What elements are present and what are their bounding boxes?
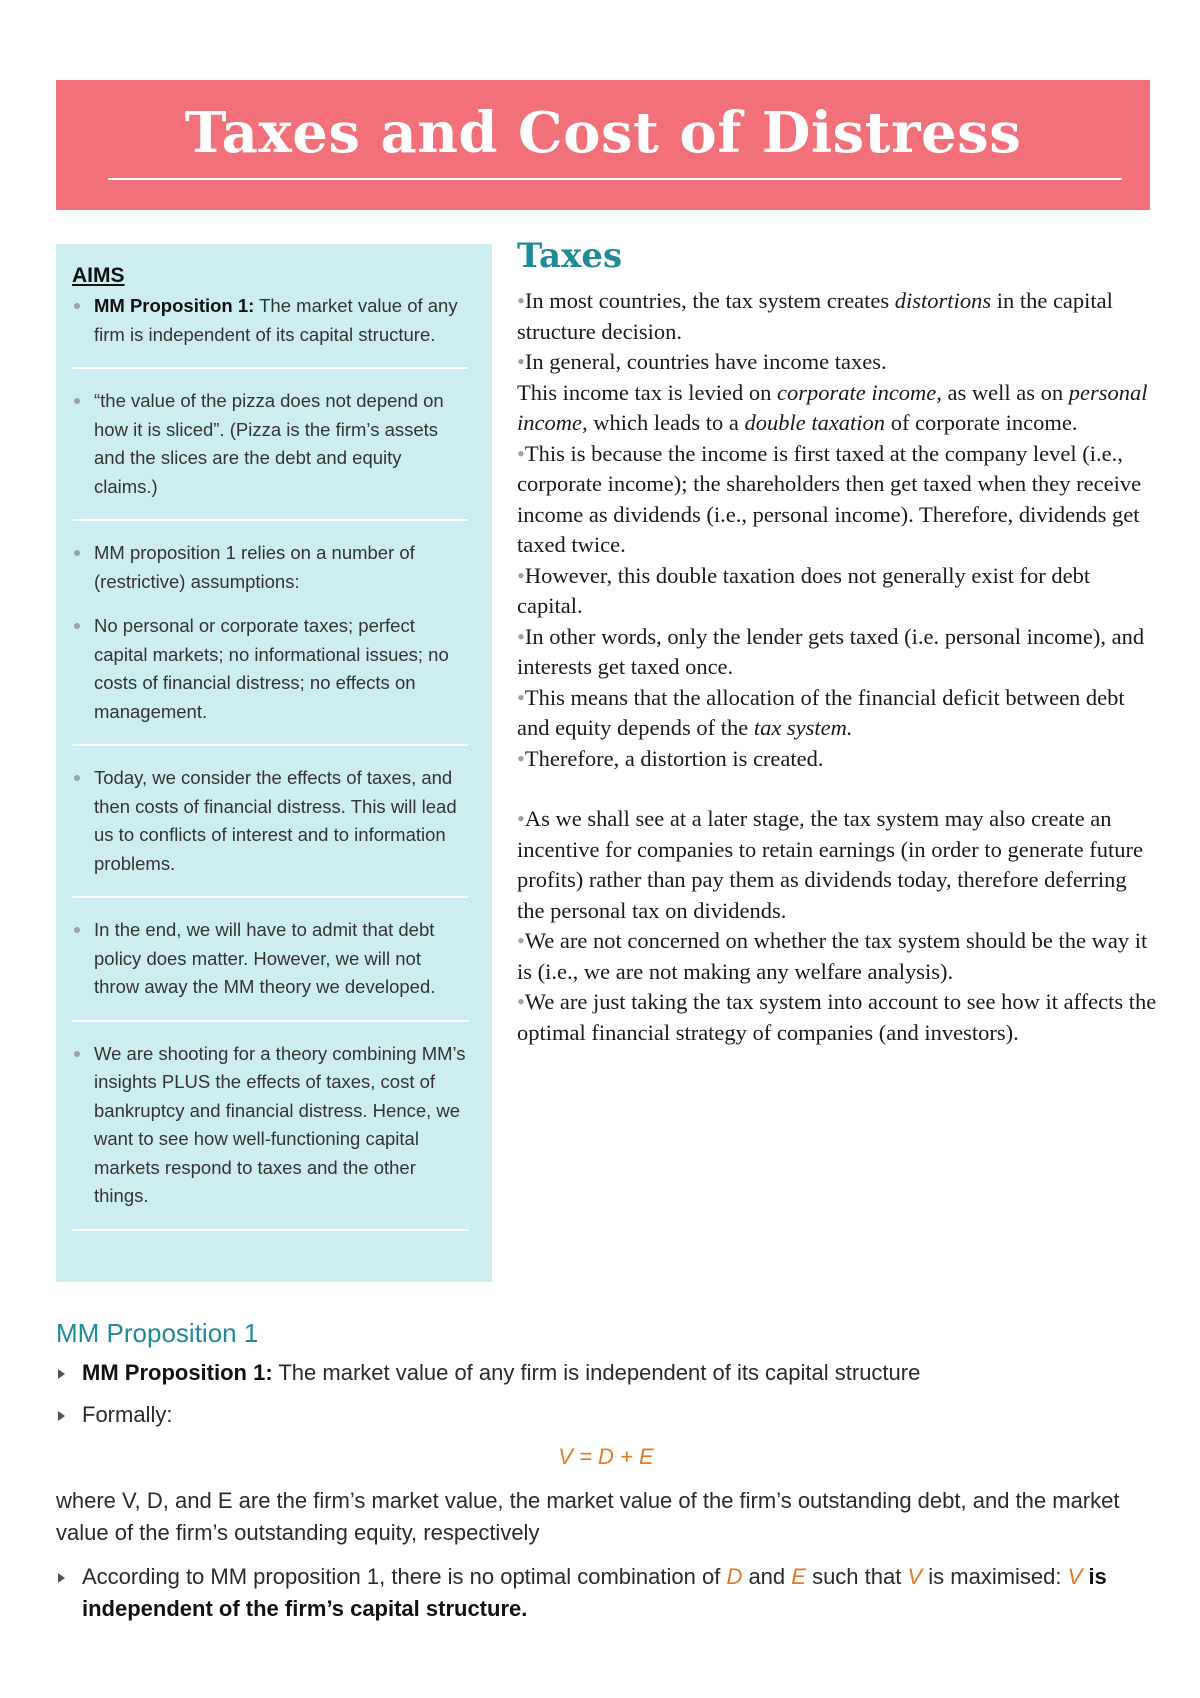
aims-group [72,916,468,1022]
text-bold: MM Proposition 1: [82,1360,273,1385]
aims-item [72,539,468,596]
text-run: According to MM proposition 1, there is no optimal combination of [82,1564,727,1589]
bullet-icon [74,550,80,556]
taxes-paragraph [517,347,1157,378]
aims-item-text: Today, we consider the effects of taxes, and then costs of financial distress. This will lead us to conflicts of interest and to information problems. [94,767,457,874]
taxes-paragraph [517,926,1157,987]
bullet-icon: • [517,440,525,466]
text-run: This means that the allocation of the financial deficit between debt and equity depends of the [517,684,1125,740]
taxes-paragraph [517,622,1157,683]
text-run: In general, countries have income taxes. [524,349,887,374]
text-emphasis: personal income, [517,379,1148,435]
aims-item [72,387,468,501]
text-run: of corporate income. [885,410,1078,435]
taxes-paragraph [517,744,1157,775]
bullet-icon [74,303,80,309]
aims-item-text: In the end, we will have to admit that debt policy does matter. However, we will not throw away the MM theory we developed. [94,919,436,997]
variable-d: D [726,1564,743,1589]
bullet-icon [74,775,80,781]
aims-panel [56,244,492,1282]
variable-e: E [791,1564,806,1589]
triangle-bullet-icon [58,1411,65,1421]
formula: V = D + E [558,1444,654,1469]
bullet-icon: • [517,623,525,649]
aims-item-text: MM proposition 1 relies on a number of (restrictive) assumptions: [94,542,415,592]
text-emphasis: corporate income, [776,379,942,405]
text-run: and [742,1564,792,1589]
mm-section [56,1318,1156,1625]
bullet-icon: • [517,928,525,953]
taxes-paragraph [517,561,1157,622]
bullet-icon [74,927,80,933]
taxes-section [517,236,1157,1048]
text-run: which leads to a [587,410,745,435]
title-banner [56,80,1150,210]
aims-item-bold: MM Proposition 1: [94,295,255,316]
text-emphasis: tax system. [753,715,853,740]
mm-bullet-line [56,1399,1156,1431]
aims-heading: AIMS [72,264,125,287]
taxes-paragraph [517,987,1157,1048]
triangle-bullet-icon [58,1573,65,1583]
variable-v: V [1067,1564,1083,1589]
bullet-icon: • [517,806,525,831]
taxes-paragraph [517,378,1157,439]
text-run: In most countries, the tax system creates [524,288,895,313]
bullet-icon: • [517,745,525,771]
text-bold: is independent of the firm’s capital structure. [82,1564,1107,1621]
aims-group [72,387,468,521]
taxes-paragraph [517,439,1157,561]
bullet-icon [74,623,80,629]
mm-bullet-line [56,1561,1156,1625]
aims-group [72,539,468,746]
bullet-icon: • [517,989,525,1014]
taxes-heading: Taxes [517,236,623,276]
aims-item [72,916,468,1002]
text-run: This is because the income is first taxed at the company level (i.e., corporate income); the shareholders then get taxed when they receive income as dividends (i.e., personal income). Therefore, dividends get taxed twice. [517,440,1142,557]
bullet-icon: • [517,349,525,374]
bullet-icon: • [517,562,525,588]
text-run: In other words, only the lender gets taxed (i.e. personal income), and interests get taxed once. [517,623,1145,679]
bullet-icon [74,398,80,404]
aims-group [72,1040,468,1231]
aims-item-text: No personal or corporate taxes; perfect capital markets; no informational issues; no costs of financial distress; no effects on management. [94,615,449,722]
bullet-icon: • [517,288,525,313]
text-run: such that [805,1564,908,1589]
mm-bullet-line [56,1357,1156,1389]
variable-v: V [907,1564,923,1589]
triangle-bullet-icon [58,1369,65,1379]
text-run: as well as on [941,379,1069,405]
taxes-paragraph [517,804,1157,926]
text-run: This income tax is levied on [517,379,777,405]
taxes-paragraph [517,683,1157,744]
bullet-icon: • [517,684,525,710]
text-run: in the capital structure decision. [517,288,1113,344]
text-run: Formally: [82,1402,173,1427]
text-run: As we shall see at a later stage, the tax system may also create an incentive for companies to retain earnings (in order to generate future profits) rather than pay them as dividends today, therefore deferring the personal tax on dividends. [517,806,1143,923]
mm-paragraph: where V, D, and E are the firm’s market value, the market value of the firm’s outstanding debt, and the market value of the firm’s outstanding equity, respectively [56,1488,1120,1545]
aims-group [72,764,468,898]
aims-item-text: The market value of any firm is independent of its capital structure. [94,295,458,345]
text-emphasis: double taxation [744,410,886,435]
taxes-paragraph [517,286,1157,347]
text-run: The market value of any firm is independent of its capital structure [272,1360,921,1385]
mm-heading: MM Proposition 1 [56,1318,259,1348]
aims-item [72,292,468,349]
text-run: Therefore, a distortion is created. [524,745,824,771]
text-emphasis: distortions [894,288,992,313]
aims-item-text: “the value of the pizza does not depend on how it is sliced”. (Pizza is the firm’s assets and the slices are the debt and equity claims.) [94,390,444,497]
title-underline [108,178,1122,180]
paragraph-gap [517,774,1157,804]
aims-item [72,764,468,878]
text-run: However, this double taxation does not generally exist for debt capital. [517,562,1091,618]
text-run: We are just taking the tax system into account to see how it affects the optimal financial strategy of companies (and investors). [517,989,1157,1045]
aims-item [72,1040,468,1211]
text-run: We are not concerned on whether the tax system should be the way it is (i.e., we are not making any welfare analysis). [517,928,1148,984]
aims-group [72,292,468,369]
taxes-body [517,286,1157,1048]
bullet-icon [74,1051,80,1057]
page-title: Taxes and Cost of Distress [184,100,1022,166]
text-run: is maximised: [922,1564,1068,1589]
aims-item-text: We are shooting for a theory combining MM’s insights PLUS the effects of taxes, cost of bankruptcy and financial distress. Hence, we want to see how well-functioning capital markets respond to taxes and the other things. [94,1042,466,1206]
aims-item [72,612,468,726]
